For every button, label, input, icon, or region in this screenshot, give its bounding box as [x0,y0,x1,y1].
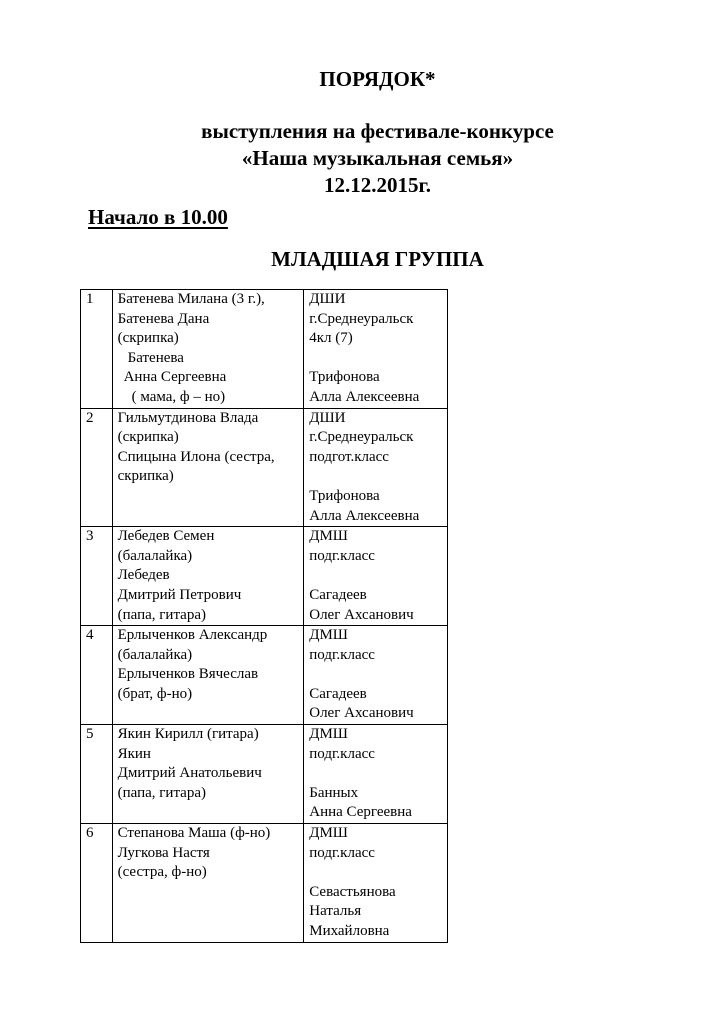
school-teacher-cell [304,408,448,527]
table-row [81,824,448,943]
performers-cell [112,527,304,626]
school-teacher-line: Трифонова [309,487,380,504]
performers-cell [112,725,304,824]
start-time: Начало в 10.00 [88,205,228,229]
schedule-table-body [81,290,448,943]
performers-cell [112,626,304,725]
school-teacher-line [309,467,445,487]
school-teacher-cell [304,824,448,943]
subtitle-line-date: 12.12.2015г. [324,173,431,197]
row-number: 6 [81,824,113,943]
performer-line: Гильмутдинова Влада [117,409,259,426]
performer-line: (папа, гитара) [117,606,206,623]
table-row [81,290,448,409]
school-teacher-line [309,863,445,883]
school-teacher-line [309,349,445,369]
performer-line: Дмитрий Анатольевич [117,765,262,782]
performer-line: Анна Сергеевна [123,369,227,386]
performer-line: (папа, гитара) [117,784,206,801]
performer-line: (скрипка) [117,330,179,347]
table-row [81,408,448,527]
school-teacher-line: ДМШ [309,627,348,644]
table-row [81,527,448,626]
school-teacher-line: подгот.класс [309,448,389,465]
row-number: 1 [81,290,113,409]
table-row [81,725,448,824]
performer-line: (скрипка) [117,429,179,446]
document-title: ПОРЯДОК* [319,67,436,91]
school-teacher-cell [304,527,448,626]
school-teacher-line: Олег Ахсанович [309,705,414,722]
school-teacher-line: Михайловна [309,923,390,939]
school-teacher-line: подг.класс [309,547,375,564]
performer-line: Якин [117,745,151,762]
school-teacher-line: Севастьянова [309,883,396,900]
row-number: 3 [81,527,113,626]
school-teacher-cell [304,626,448,725]
school-teacher-line: ДМШ [309,825,348,842]
performers-cell [112,290,304,409]
performer-line: Батенева [127,349,184,366]
performers-cell [112,408,304,527]
row-number: 2 [81,408,113,527]
school-teacher-line: подг.класс [309,646,375,663]
performer-line: Ерлыченков Александр [117,627,268,644]
school-teacher-line: г.Среднеуральск [309,310,414,327]
group-heading: МЛАДШАЯ ГРУППА [271,247,484,271]
performer-line: Батенева Дана [117,310,210,327]
school-teacher-line: Олег Ахсанович [309,606,414,623]
row-number: 5 [81,725,113,824]
school-teacher-line: подг.класс [309,745,375,762]
school-teacher-cell [304,290,448,409]
performer-line: Степанова Маша (ф-но) [117,825,271,842]
row-number: 4 [81,626,113,725]
school-teacher-line: ДМШ [309,726,348,743]
schedule-table [80,289,448,943]
school-teacher-line: Сагадеев [309,685,367,702]
performer-line: скрипка) [117,468,174,485]
school-teacher-line [309,764,445,784]
subtitle-line-event: выступления на фестивале-конкурсе [201,119,554,143]
performer-line: (сестра, ф-но) [117,864,207,881]
school-teacher-line: Алла Алексеевна [309,507,420,524]
performer-line: ( мама, ф – но) [131,388,226,405]
performer-line: (балалайка) [117,646,193,663]
performer-line: Батенева Милана (3 г.), [117,291,265,307]
performer-line: (балалайка) [117,547,193,564]
performer-line: Спицына Илона (сестра, [117,448,275,465]
school-teacher-line: Трифонова [309,369,380,386]
school-teacher-line: Наталья [309,903,362,920]
performer-line: Якин Кирилл (гитара) [117,726,259,743]
school-teacher-line: ДШИ [309,409,346,426]
school-teacher-line: Алла Алексеевна [309,388,420,405]
performer-line: Лебедев Семен [117,528,215,545]
school-teacher-line [309,566,445,586]
document-subtitle [0,118,725,199]
school-teacher-line: ДШИ [309,291,346,307]
school-teacher-line: подг.класс [309,844,375,861]
school-teacher-line: Банных [309,784,359,801]
performer-line: Лугкова Настя [117,844,210,861]
performer-line: Ерлыченков Вячеслав [117,666,259,683]
subtitle-line-festival-name: «Наша музыкальная семья» [241,146,514,170]
school-teacher-line: г.Среднеуральск [309,429,414,446]
performer-line: (брат, ф-но) [117,685,193,702]
table-row [81,626,448,725]
school-teacher-line: ДМШ [309,528,348,545]
performer-line: Дмитрий Петрович [117,586,242,603]
school-teacher-line [309,665,445,685]
school-teacher-line: 4кл (7) [309,330,353,347]
performers-cell [112,824,304,943]
school-teacher-line: Сагадеев [309,586,367,603]
performer-line: Лебедев [117,567,170,584]
school-teacher-cell [304,725,448,824]
school-teacher-line: Анна Сергеевна [309,804,412,821]
